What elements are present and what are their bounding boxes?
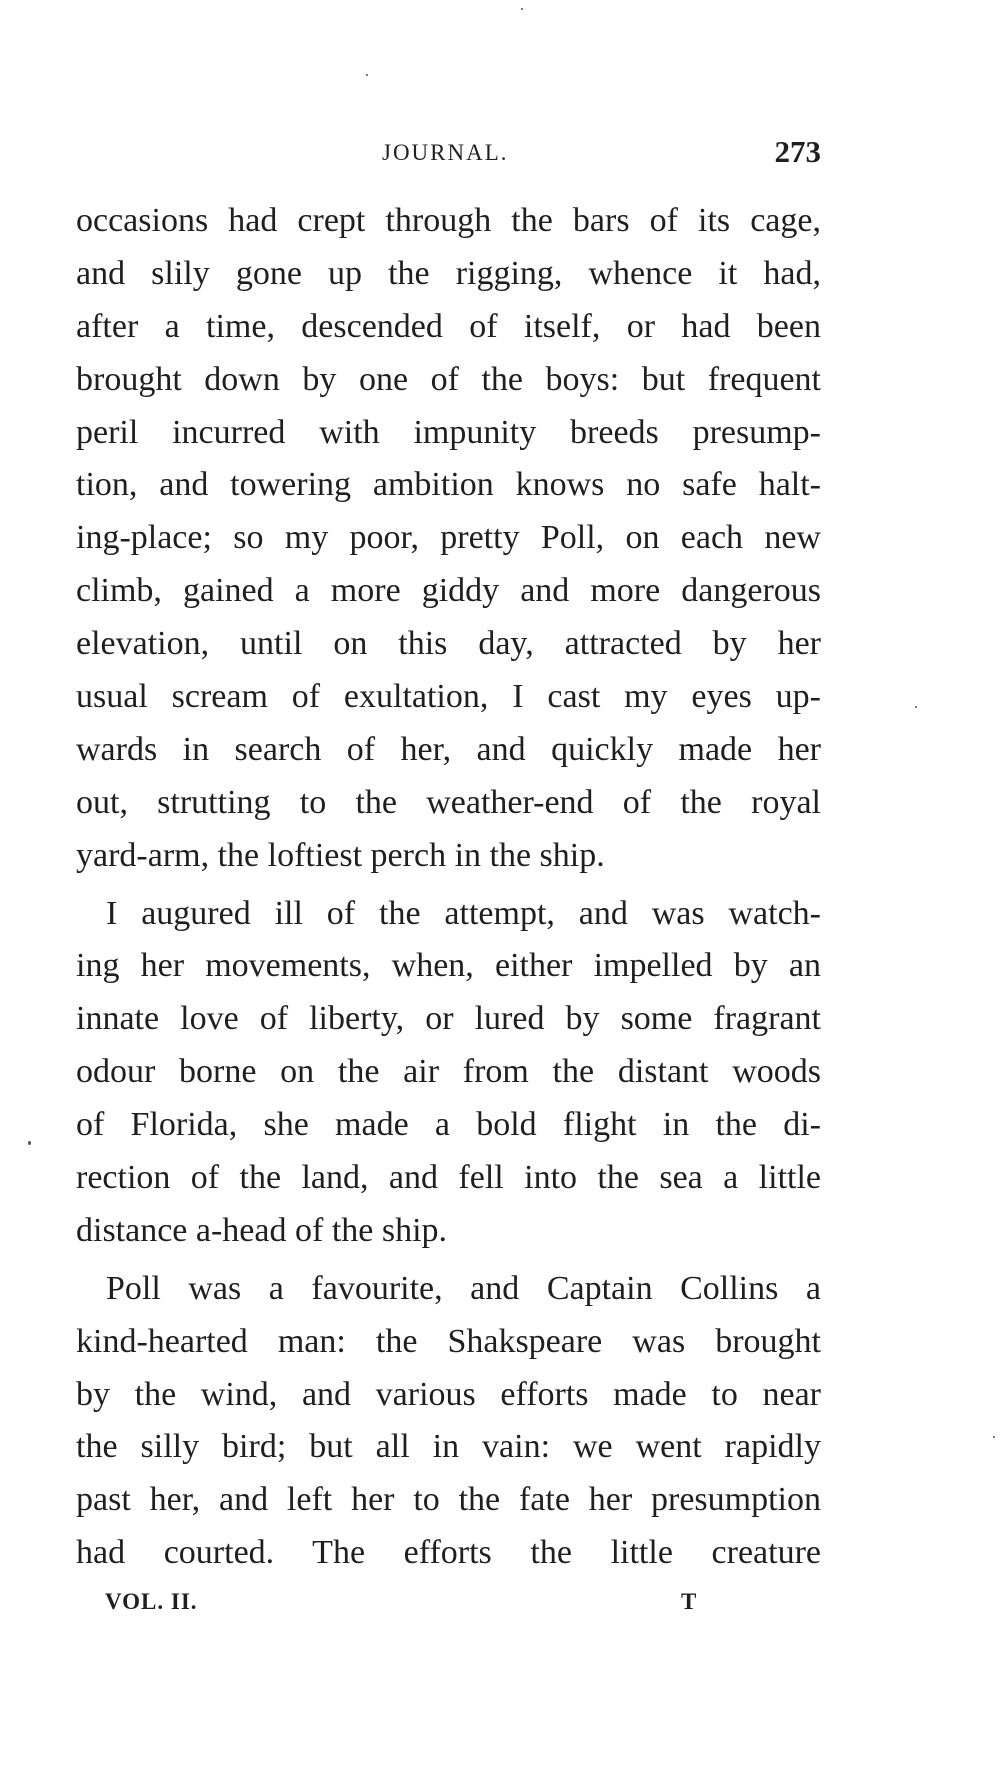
running-title: JOURNAL. [382, 140, 509, 165]
text-line: Poll was a favourite, and Captain Collins a [106, 1269, 821, 1307]
paragraph-3 [76, 1263, 821, 1580]
text-line: climb, gained a more giddy and more dangerous [76, 572, 821, 610]
text-line: past her, and left her to the fate her presumption [76, 1481, 821, 1519]
text-line: of Florida, she made a bold flight in the di- [76, 1106, 821, 1144]
print-speck [366, 74, 368, 76]
text-line: ing her movements, when, either impelled by an [76, 947, 821, 985]
print-speck [28, 1141, 31, 1145]
text-line: innate love of liberty, or lured by some fragrant [76, 1000, 821, 1038]
text-line: odour borne on the air from the distant woods [76, 1053, 821, 1091]
print-speck [993, 1436, 995, 1438]
text-line: tion, and towering ambition knows no safe halt- [76, 466, 821, 504]
paragraph-1 [76, 195, 821, 883]
text-line: and slily gone up the rigging, whence it had, [76, 254, 821, 292]
text-line: rection of the land, and fell into the sea a little [76, 1159, 821, 1197]
text-line: ing-place; so my poor, pretty Poll, on each new [76, 519, 821, 557]
text-line: had courted. The efforts the little creature [76, 1534, 821, 1572]
page-footer [76, 1589, 821, 1629]
print-speck [521, 8, 523, 10]
body-text [76, 195, 821, 1585]
text-line: elevation, until on this day, attracted by her [76, 625, 821, 663]
text-line: peril incurred with impunity breeds presump- [76, 413, 821, 451]
signature-mark: T [681, 1589, 697, 1614]
text-line: usual scream of exultation, I cast my eyes up- [76, 678, 821, 716]
text-line: the silly bird; but all in vain: we went rapidly [76, 1428, 821, 1466]
volume-label: VOL. II. [105, 1589, 198, 1614]
text-line: brought down by one of the boys: but frequent [76, 360, 821, 398]
text-line: I augured ill of the attempt, and was watch- [106, 894, 821, 932]
text-line: occasions had crept through the bars of its cage, [76, 202, 821, 239]
text-line: by the wind, and various efforts made to near [76, 1375, 821, 1413]
text-line: yard-arm, the loftiest perch in the ship. [76, 836, 605, 874]
text-line: after a time, descended of itself, or had been [76, 307, 821, 345]
print-speck [915, 706, 917, 708]
page-number: 273 [774, 134, 821, 169]
text-line: wards in search of her, and quickly made her [76, 730, 821, 768]
paragraph-2 [76, 888, 821, 1258]
text-line: distance a-head of the ship. [76, 1211, 448, 1249]
running-head [76, 136, 821, 176]
text-line: out, strutting to the weather-end of the royal [76, 783, 821, 821]
text-line: kind-hearted man: the Shakspeare was brought [76, 1322, 821, 1360]
